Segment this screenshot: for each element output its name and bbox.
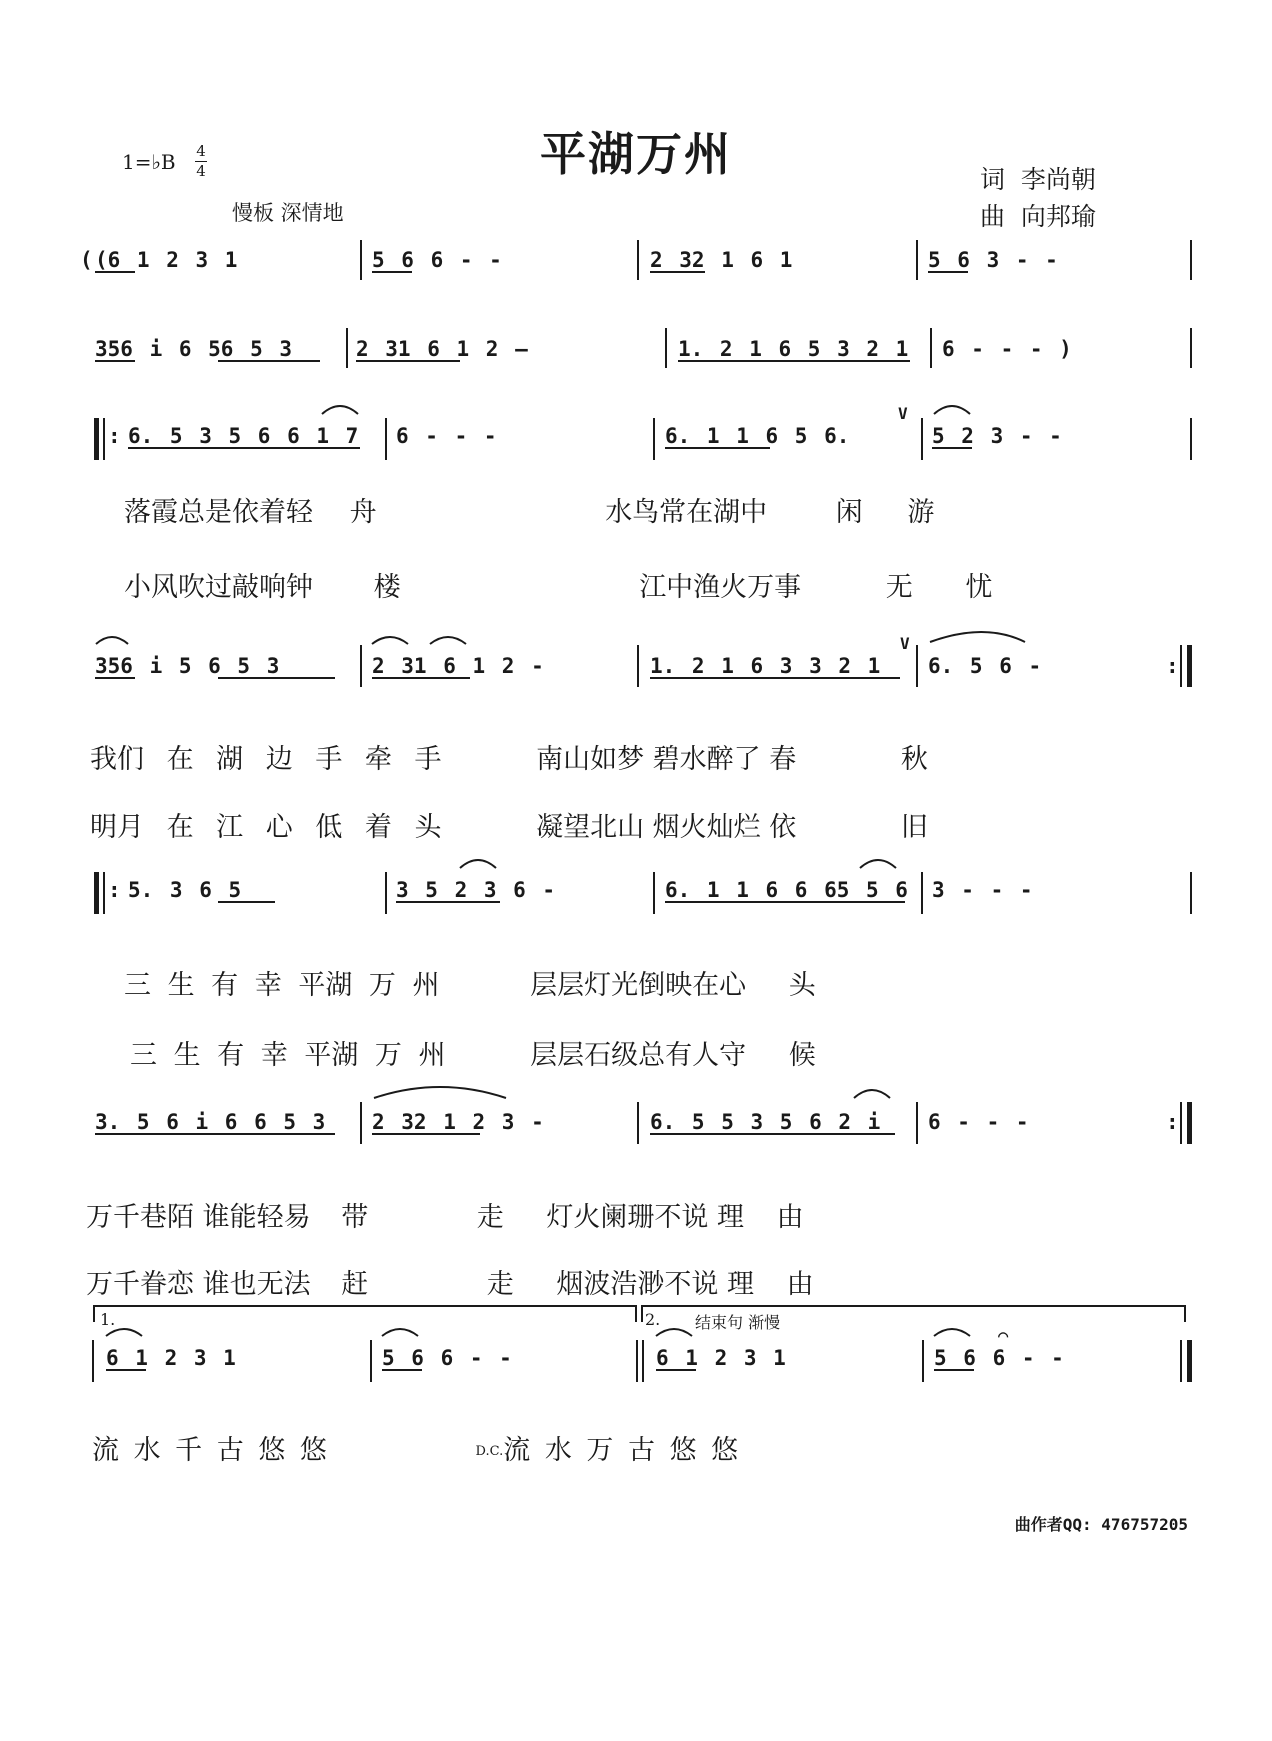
tie-slur xyxy=(430,637,466,644)
tie-slur xyxy=(322,406,358,414)
tie-slur xyxy=(382,1329,418,1336)
breath-mark: V xyxy=(898,404,908,423)
notation-measure: 5. 3 6 5 xyxy=(128,878,242,902)
time-signature-top: 4 xyxy=(196,142,206,160)
lyric-phrase: 三 生 有 幸 平湖 万 州 xyxy=(124,970,440,1001)
notation-measure: 6. 1 1 6 6 65 5 6 xyxy=(665,878,908,902)
tie-slur xyxy=(656,1329,692,1336)
lyric-phrase: 赶 xyxy=(341,1269,369,1300)
tie-slur xyxy=(460,860,496,868)
notation-measure: 6. 5 3 5 6 6 1 7 xyxy=(128,424,359,448)
lyric-phrase: 头 xyxy=(788,970,816,1001)
key-signature: 1=♭B xyxy=(122,150,176,174)
ending-instruction: 结束句 渐慢 xyxy=(695,1313,781,1332)
lyric-phrase: 小风吹过敲响钟 xyxy=(124,572,313,603)
lyric-phrase: 明月 在 江 心 低 着 头 xyxy=(90,812,442,843)
lyric-phrase: 流 水 万 古 悠 悠 xyxy=(503,1435,739,1466)
lyric-phrase: 三 生 有 幸 平湖 万 州 xyxy=(130,1040,446,1071)
lyric-phrase: 层层石级总有人守 xyxy=(530,1040,747,1071)
notation-measure: 1. 2 1 6 5 3 2 1 xyxy=(678,337,909,361)
lyric-phrase: 我们 在 湖 边 手 牵 手 xyxy=(90,744,442,775)
lyric-phrase: 江中渔火万事 xyxy=(639,572,802,603)
notation-measure: 6. 5 5 3 5 6 2 i xyxy=(650,1110,881,1134)
lyricist-label: 词 xyxy=(980,165,1006,194)
notation-measure: 5 6 6 - - xyxy=(372,248,502,272)
lyric-phrase: 楼 xyxy=(373,572,401,603)
lyricist-name: 李尚朝 xyxy=(1020,165,1096,194)
lyric-phrase: 灯火阑珊不说 理 xyxy=(546,1202,744,1233)
lyric-phrase: 走 xyxy=(486,1269,514,1300)
fermata-icon: ⌒ xyxy=(998,1326,1009,1346)
tie-slur xyxy=(854,1090,890,1098)
notation-measure: 2 31 6 1 2 — xyxy=(356,337,528,361)
lyric-phrase: 万千巷陌 谁能轻易 xyxy=(86,1202,311,1233)
lyric-phrase: 游 xyxy=(907,497,935,528)
repeat-dots: : xyxy=(1166,654,1179,678)
volta-second-bracket xyxy=(642,1306,1185,1322)
lyric-phrase: 南山如梦 碧水醉了 春 xyxy=(536,744,797,775)
notation-measure: 5 6 3 - - xyxy=(928,248,1058,272)
notation-measure: 5 6 6 - - xyxy=(934,1346,1064,1370)
song-title: 平湖万州 xyxy=(540,127,732,181)
tempo-marking: 慢板 深情地 xyxy=(232,201,344,225)
notation-measure: 6 - - - xyxy=(396,424,497,448)
notation-measure: 1. 2 1 6 3 3 2 1 xyxy=(650,654,881,678)
composer-contact: 曲作者QQ: 476757205 xyxy=(1014,1515,1188,1534)
intro-open-paren: ( xyxy=(80,248,93,272)
notation-measure: 356 i 6 56 5 3 xyxy=(95,337,293,361)
lyric-phrase: 秋 xyxy=(900,744,928,775)
lyric-phrase: 万千眷恋 谁也无法 xyxy=(86,1269,311,1300)
lyric-phrase: 水鸟常在湖中 xyxy=(605,497,768,528)
repeat-dots: : xyxy=(1166,1110,1179,1134)
tie-slur xyxy=(934,1329,970,1336)
tie-slur xyxy=(930,632,1025,642)
volta-first-bracket xyxy=(94,1306,636,1322)
repeat-dots: : xyxy=(108,878,121,902)
tie-slur xyxy=(372,637,408,644)
notation-measure: 3. 5 6 i 6 6 5 3 xyxy=(95,1110,326,1134)
da-capo-marking: D.C. xyxy=(475,1444,504,1459)
notation-measure: 2 32 1 2 3 - xyxy=(372,1110,544,1134)
lyric-phrase: 忧 xyxy=(965,572,993,603)
lyric-phrase: 闲 xyxy=(835,497,863,528)
tie-slur xyxy=(934,406,970,414)
notation-measure: 356 i 5 6 5 3 xyxy=(95,654,280,678)
lyric-phrase: 舟 xyxy=(349,497,377,528)
notation-measure: 3 5 2 3 6 - xyxy=(396,878,556,902)
notation-measure: 6. 1 1 6 5 6. xyxy=(665,424,850,448)
notation-measure: 2 32 1 6 1 xyxy=(650,248,793,272)
volta-second-label: 2. xyxy=(645,1310,661,1329)
notation-measure: 5 6 6 - - xyxy=(382,1346,512,1370)
lyric-phrase: 候 xyxy=(788,1040,816,1071)
lyric-phrase: 旧 xyxy=(900,812,928,843)
notation-measure: (6 1 2 3 1 xyxy=(95,248,238,272)
lyric-phrase: 凝望北山 烟火灿烂 依 xyxy=(536,812,797,843)
notation-measure: 5 2 3 - - xyxy=(932,424,1062,448)
notation-measure: 6 1 2 3 1 xyxy=(106,1346,236,1370)
lyric-phrase: 由 xyxy=(786,1269,814,1300)
lyric-phrase: 落霞总是依着轻 xyxy=(124,497,313,528)
breath-mark: V xyxy=(900,634,910,653)
notation-measure: 6 - - - ) xyxy=(942,337,1072,361)
time-signature-bottom: 4 xyxy=(196,162,206,180)
composer-name: 向邦瑜 xyxy=(1020,202,1096,231)
notation-measure: 2 31 6 1 2 - xyxy=(372,654,544,678)
lyric-phrase: 流 水 千 古 悠 悠 xyxy=(92,1435,327,1466)
tie-slur xyxy=(374,1087,506,1098)
tie-slur xyxy=(860,860,896,868)
notation-measure: 6. 5 6 - xyxy=(928,654,1042,678)
tie-slur xyxy=(106,1329,142,1336)
volta-first-label: 1. xyxy=(100,1310,116,1329)
notation-measure: 6 1 2 3 1 xyxy=(656,1346,786,1370)
tie-slur xyxy=(96,637,128,644)
notation-measure: 6 - - - xyxy=(928,1110,1029,1134)
lyric-phrase: 走 xyxy=(476,1202,504,1233)
repeat-dots: : xyxy=(108,424,121,448)
lyric-phrase: 由 xyxy=(776,1202,804,1233)
notation-measure: 3 - - - xyxy=(932,878,1033,902)
lyric-phrase: 无 xyxy=(885,572,913,603)
composer-label: 曲 xyxy=(980,202,1006,231)
lyric-phrase: 层层灯光倒映在心 xyxy=(530,970,747,1001)
lyric-phrase: 带 xyxy=(341,1202,369,1233)
lyric-phrase: 烟波浩渺不说 理 xyxy=(556,1269,754,1300)
